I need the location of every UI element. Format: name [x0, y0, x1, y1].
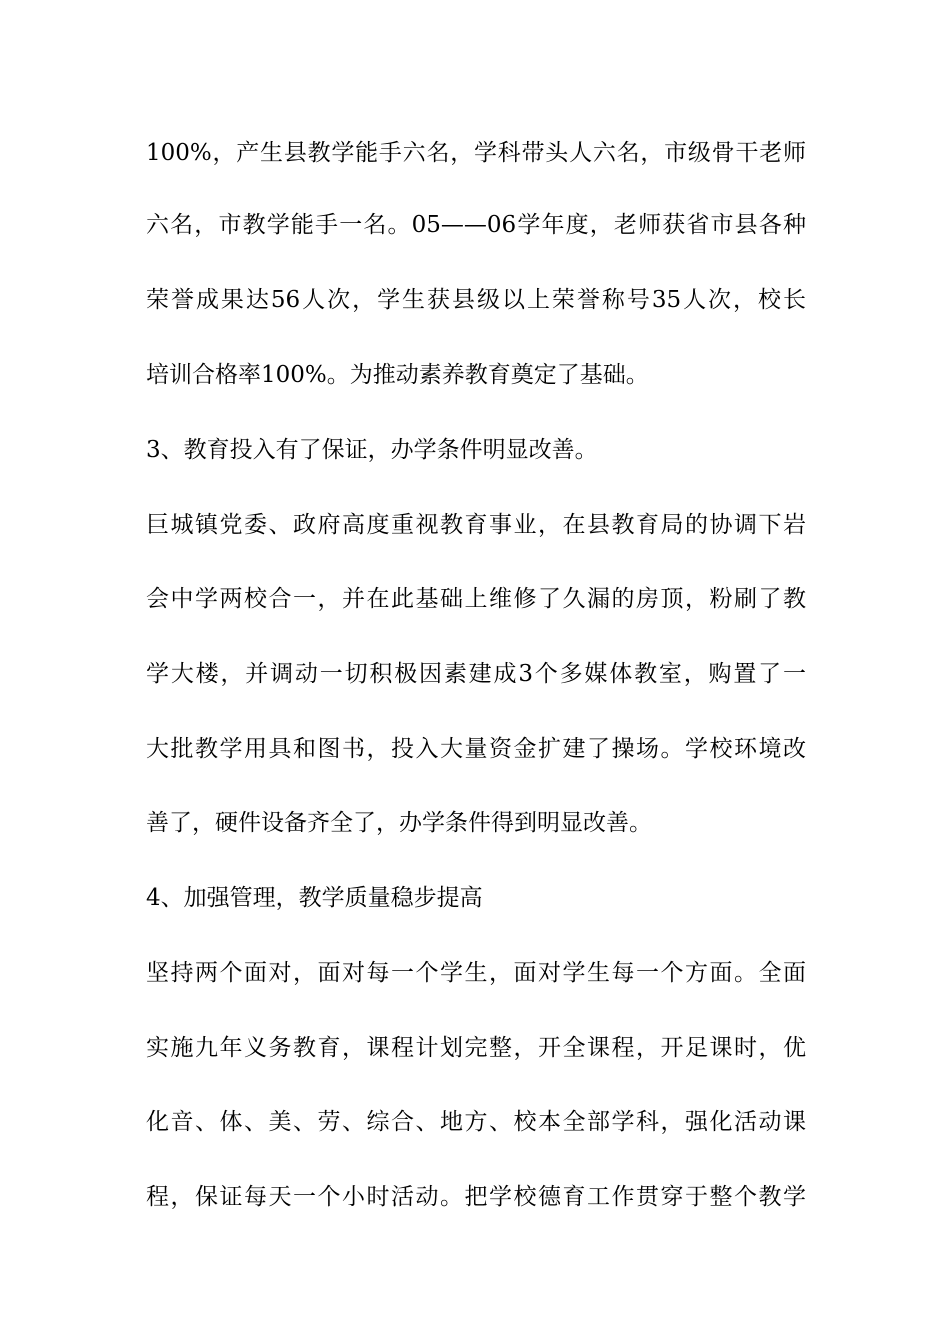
text-line-14: 化音、体、美、劳、综合、地方、校本全部学科，强化活动课 — [146, 1109, 806, 1135]
text-line-8: 学大楼，并调动一切积极因素建成3个多媒体教室，购置了一 — [146, 661, 806, 687]
text-line-9: 大批教学用具和图书，投入大量资金扩建了操场。学校环境改 — [146, 736, 806, 762]
text-line-3: 荣誉成果达56人次，学生获县级以上荣誉称号35人次，校长 — [146, 287, 806, 313]
text-line-6: 巨城镇党委、政府高度重视教育事业，在县教育局的协调下岩 — [146, 512, 806, 538]
text-line-12: 坚持两个面对，面对每一个学生，面对学生每一个方面。全面 — [146, 960, 806, 986]
text-line-13: 实施九年义务教育，课程计划完整，开全课程，开足课时，优 — [146, 1035, 806, 1061]
section-heading-4: 4、加强管理，教学质量稳步提高 — [146, 885, 483, 911]
section-heading-3: 3、教育投入有了保证，办学条件明显改善。 — [146, 437, 598, 463]
text-line-1: 100%，产生县教学能手六名，学科带头人六名，市级骨干老师 — [146, 140, 806, 166]
text-line-10: 善了，硬件设备齐全了，办学条件得到明显改善。 — [146, 810, 652, 836]
text-line-7: 会中学两校合一，并在此基础上维修了久漏的房顶，粉刷了教 — [146, 586, 806, 612]
text-line-4: 培训合格率100%。为推动素养教育奠定了基础。 — [146, 362, 649, 388]
text-line-2: 六名，市教学能手一名。05——06学年度，老师获省市县各种 — [146, 212, 806, 238]
text-line-15: 程，保证每天一个小时活动。把学校德育工作贯穿于整个教学 — [146, 1184, 806, 1210]
